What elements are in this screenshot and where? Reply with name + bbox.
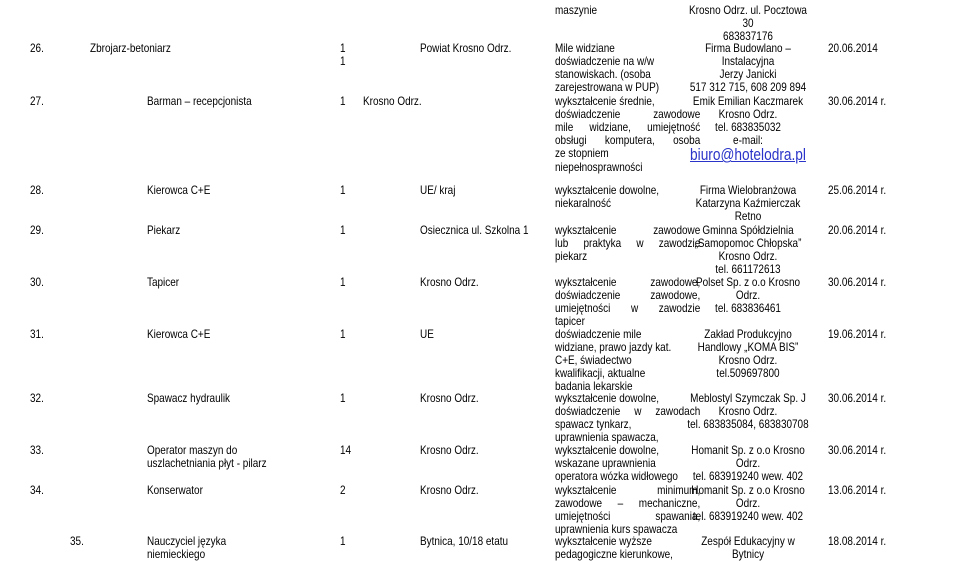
offer-date: 30.06.2014 r. (828, 93, 887, 108)
vacancy-count (340, 95, 346, 108)
employer-line: Gminna Spółdzielnia (702, 222, 794, 237)
requirements-line: ze stopniem (555, 146, 609, 161)
employer (673, 4, 822, 44)
offer-date: 20.06.2014 r. (828, 222, 887, 237)
offer-date: 30.06.2014 r. (828, 274, 887, 289)
employer-line: Jerzy Janicki (719, 66, 777, 81)
job-title-line: Piekarz (147, 222, 181, 237)
employer-line: Odrz. (735, 495, 761, 510)
vacancy-count-line: 1 (340, 326, 346, 341)
employer-line: Odrz. (735, 455, 761, 470)
employer-line: Retno (734, 208, 762, 223)
requirements-line: kwalifikacji, aktualne (555, 366, 646, 381)
job-title (147, 95, 252, 108)
requirements-line: wykształcenie dowolne, (555, 182, 660, 197)
employer-line: e-mail: (733, 133, 763, 148)
job-title (147, 328, 210, 341)
employer (673, 328, 822, 381)
requirements-line: wykształcenie dowolne, (555, 390, 660, 405)
vacancy-count (340, 328, 346, 341)
requirements-line: tapicer (555, 314, 585, 329)
vacancy-count (340, 184, 346, 197)
employer-line: tel. 683835084, 683830708 (687, 416, 809, 431)
job-title-line: Zbrojarz-betoniarz (90, 40, 171, 55)
job-title (147, 184, 210, 197)
job-title (147, 276, 179, 289)
vacancy-count-line: 1 (340, 53, 346, 68)
job-title (147, 224, 180, 237)
requirements-line: doświadczenie na w/w (555, 53, 655, 68)
work-location: Powiat Krosno Odrz. (420, 40, 512, 55)
row-number: 29. (30, 222, 44, 237)
offer-date: 20.06.2014 (828, 40, 878, 55)
employer-line: Homanit Sp. z o.o Krosno (691, 442, 805, 457)
employer-line: Meblostyl Szymczak Sp. J (690, 390, 806, 405)
row-number: 35. (70, 533, 84, 548)
requirements-line: widziane, prawo jazdy kat. (555, 339, 672, 354)
requirements (555, 4, 597, 17)
requirements-line: stanowiskach. (osoba (555, 66, 651, 81)
employer-line: Zakład Produkcyjno (704, 326, 792, 341)
vacancy-count (340, 484, 346, 497)
job-title (90, 42, 171, 55)
requirements-line: doświadczenie zawodowe (555, 106, 701, 121)
employer-line: Krosno Odrz. (718, 248, 778, 263)
job-title-line: uszlachetniania płyt - pilarz (147, 455, 267, 470)
employer-line: Bytnicy (731, 546, 765, 561)
vacancy-count (340, 444, 351, 457)
row-number: 34. (30, 482, 44, 497)
employer (673, 535, 822, 561)
employer-line: tel. 683836461 (715, 300, 781, 315)
employer-line: Firma Budowlano – (705, 40, 791, 55)
requirements (555, 42, 659, 95)
employer-line: Polset Sp. z o.o Krosno (695, 274, 801, 289)
requirements-line: obsługi komputera, osoba (555, 133, 701, 148)
employer-line: 683837176 (723, 28, 773, 43)
vacancy-count-line: 1 (340, 533, 346, 548)
requirements-line: pedagogiczne kierunkowe, (555, 546, 673, 561)
row-number: 27. (30, 93, 44, 108)
requirements-line: doświadczenie zawodowe, (555, 287, 701, 302)
requirements-line: spawacz tynkarz, (555, 416, 632, 431)
row-number: 32. (30, 390, 44, 405)
requirements-line: umiejętności w zawodzie (555, 300, 701, 315)
row-number: 31. (30, 326, 44, 341)
vacancy-count-line: 1 (340, 222, 346, 237)
offer-date: 30.06.2014 r. (828, 442, 887, 457)
work-location: Krosno Odrz. (420, 274, 479, 289)
work-location: Bytnica, 10/18 etatu (420, 533, 509, 548)
vacancy-count-line: 1 (340, 93, 346, 108)
employer (673, 444, 822, 484)
row-number: 26. (30, 40, 44, 55)
employer-line: Homanit Sp. z o.o Krosno (691, 482, 805, 497)
offer-date: 30.06.2014 r. (828, 390, 887, 405)
work-location: UE (420, 326, 434, 341)
job-title-line: Kierowca C+E (147, 326, 211, 341)
row-number: 28. (30, 182, 44, 197)
job-title-line: Kierowca C+E (147, 182, 211, 197)
requirements-line: wykształcenie zawodowe, (555, 274, 701, 289)
work-location: Krosno Odrz. (420, 390, 479, 405)
vacancy-count (340, 392, 346, 405)
employer-line: Odrz. (735, 287, 761, 302)
row-number: 30. (30, 274, 44, 289)
requirements-line: doświadczenie mile (555, 326, 642, 341)
vacancy-count (340, 42, 346, 68)
requirements-line: lub praktyka w zawodzie (555, 235, 701, 250)
job-title (147, 484, 203, 497)
requirements-line: wykształcenie wyższe (555, 533, 652, 548)
employer (673, 184, 822, 224)
requirements (555, 444, 678, 484)
job-title (147, 535, 226, 561)
requirements-line: operatora wózka widłowego (555, 468, 678, 483)
vacancy-count-line: 1 (340, 182, 346, 197)
vacancy-count-line: 1 (340, 274, 346, 289)
employer-line: 517 312 715, 608 209 894 (689, 80, 807, 95)
vacancy-count (340, 276, 346, 289)
job-title-line: Spawacz hydraulik (147, 390, 231, 405)
employer (673, 224, 822, 277)
employer-line: Firma Wielobranżowa (699, 182, 797, 197)
employer-line: tel. 683919240 wew. 402 (692, 508, 804, 523)
job-title-line: Barman – recepcjonista (147, 93, 252, 108)
requirements (555, 184, 659, 210)
requirements-line: umiejętności spawania, (555, 508, 701, 523)
job-title-line: niemieckiego (147, 546, 206, 561)
employer-line: Handlowy „KOMA BIS” (697, 339, 799, 354)
employer-line: Krosno Odrz. (718, 106, 778, 121)
vacancy-count-line: 1 (340, 390, 346, 405)
job-title-line: Konserwator (147, 482, 203, 497)
employer-line: tel. 661172613 (715, 262, 781, 277)
vacancy-count-line: 1 (340, 40, 346, 55)
requirements-line: wykształcenie minimum, (555, 482, 701, 497)
job-title (147, 444, 267, 470)
requirements-line: uprawnienia spawacza, (555, 430, 659, 445)
job-title-line: Tapicer (147, 274, 180, 289)
requirements-line: C+E, świadectwo (555, 352, 632, 367)
requirements-line: doświadczenie w zawodach (555, 403, 701, 418)
employer-line: Instalacyjna (721, 53, 775, 68)
vacancy-count (340, 535, 346, 548)
employer-line: Krosno Odrz. (718, 403, 778, 418)
employer-line: tel.509697800 (716, 366, 780, 381)
employer-line: Krosno Odrz. (718, 352, 778, 367)
requirements-line: mile widziane, umiejętność (555, 119, 701, 134)
work-location: Krosno Odrz. (363, 93, 422, 108)
job-title-line: Operator maszyn do (147, 442, 238, 457)
offer-date: 25.06.2014 r. (828, 182, 887, 197)
job-title (147, 392, 230, 405)
offer-date: 19.06.2014 r. (828, 326, 887, 341)
requirements-line: wykształcenie średnie, (555, 93, 655, 108)
requirements-line: wykształcenie dowolne, (555, 442, 660, 457)
employer-line: tel. 683919240 wew. 402 (692, 468, 804, 483)
employer-line: Katarzyna Kaźmierczak (695, 195, 801, 210)
requirements-line: piekarz (555, 248, 588, 263)
requirements-line: zawodowe – mechaniczne, (555, 495, 701, 510)
requirements-line: wykształcenie zawodowe (555, 222, 701, 237)
requirements-line: niepełnosprawności (555, 159, 643, 174)
employer (673, 276, 822, 316)
requirements (555, 328, 671, 394)
employer-line: Zespół Edukacyjny w (701, 533, 795, 548)
vacancy-count-line: 14 (340, 442, 352, 457)
requirements-line: badania lekarskie (555, 379, 633, 394)
work-location: UE/ kraj (420, 182, 456, 197)
work-location: Osiecznica ul. Szkolna 1 (420, 222, 529, 237)
job-title-line: Nauczyciel języka (147, 533, 227, 548)
work-location: Krosno Odrz. (420, 482, 479, 497)
vacancy-count (340, 224, 346, 237)
employer-line: „Samopomoc Chłopska” (694, 235, 802, 250)
employer (673, 392, 822, 432)
requirements-line: niekaralność (555, 195, 611, 210)
employer (673, 42, 822, 95)
employer-line: Krosno Odrz. ul. Pocztowa (689, 2, 807, 17)
requirements-line: wskazane uprawnienia (555, 455, 656, 470)
offer-date: 18.08.2014 r. (828, 533, 887, 548)
email-link[interactable]: biuro@hotelodra.pl (690, 146, 806, 165)
requirements-line: maszynie (555, 2, 598, 17)
row-number: 33. (30, 442, 44, 457)
requirements (555, 535, 673, 561)
requirements-line: uprawnienia kurs spawacza (555, 522, 678, 537)
requirements-line: zarejestrowana w PUP) (555, 80, 660, 95)
employer-line: tel. 683835032 (715, 119, 781, 134)
employer-line: 30 (742, 15, 754, 30)
work-location: Krosno Odrz. (420, 442, 479, 457)
employer (673, 95, 822, 164)
vacancy-count-line: 2 (340, 482, 346, 497)
offer-date: 13.06.2014 r. (828, 482, 887, 497)
employer (673, 484, 822, 524)
requirements-line: Mile widziane (555, 40, 615, 55)
employer-line: Emik Emilian Kaczmarek (692, 93, 804, 108)
